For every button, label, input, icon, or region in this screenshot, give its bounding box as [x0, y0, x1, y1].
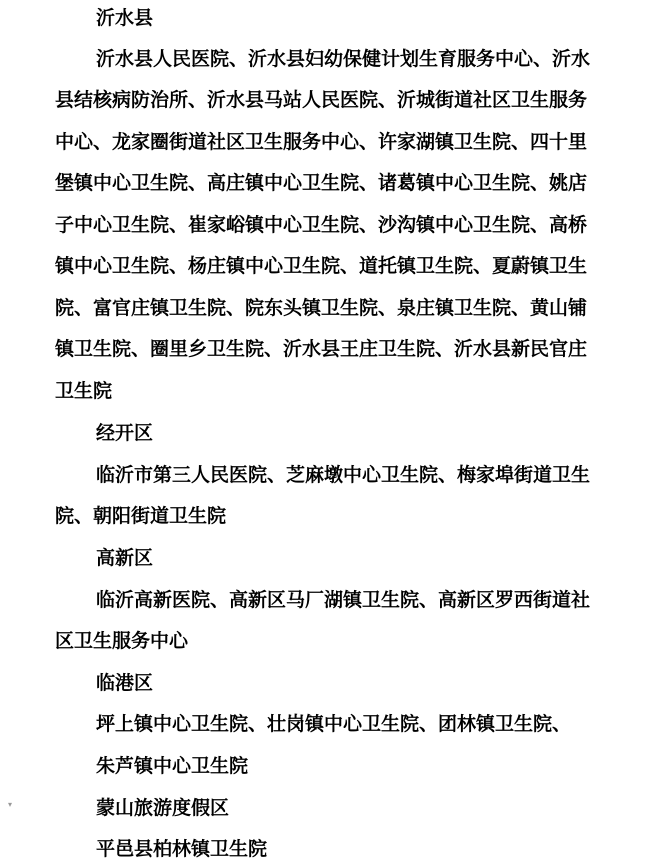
paragraph-line: 沂水县人民医院、沂水县妇幼保健计划生育服务中心、沂水 [96, 48, 591, 70]
paragraph-line: 镇卫生院、圈里乡卫生院、沂水县王庄卫生院、沂水县新民官庄 [55, 338, 588, 360]
paragraph-line: 临沂高新医院、高新区马厂湖镇卫生院、高新区罗西街道社 [96, 589, 591, 611]
paragraph-line: 中心、龙家圈街道社区卫生服务中心、许家湖镇卫生院、四十里 [55, 131, 588, 153]
section-heading-yishui: 沂水县 [96, 7, 154, 29]
paragraph-line: 区卫生服务中心 [55, 630, 189, 652]
paragraph-line: 坪上镇中心卫生院、壮岗镇中心卫生院、团林镇卫生院、 [96, 713, 572, 735]
section-heading-mengshan: 蒙山旅游度假区 [96, 797, 230, 819]
section-heading-lingang: 临港区 [96, 672, 154, 694]
paragraph-line: 院、富官庄镇卫生院、院东头镇卫生院、泉庄镇卫生院、黄山铺 [55, 297, 588, 319]
section-heading-gaoxin: 高新区 [96, 547, 154, 569]
section-heading-jingkai: 经开区 [96, 422, 154, 444]
margin-mark-icon: ▾ [8, 800, 13, 809]
paragraph-line: 平邑县柏林镇卫生院 [96, 838, 268, 860]
paragraph-line: 子中心卫生院、崔家峪镇中心卫生院、沙沟镇中心卫生院、高桥 [55, 214, 588, 236]
paragraph-line: 院、朝阳街道卫生院 [55, 505, 227, 527]
paragraph-line: 临沂市第三人民医院、芝麻墩中心卫生院、梅家埠街道卫生 [96, 464, 591, 486]
paragraph-line: 镇中心卫生院、杨庄镇中心卫生院、道托镇卫生院、夏蔚镇卫生 [55, 255, 588, 277]
paragraph-line: 卫生院 [55, 380, 113, 402]
paragraph-line: 朱芦镇中心卫生院 [96, 755, 249, 777]
paragraph-line: 县结核病防治所、沂水县马站人民医院、沂城街道社区卫生服务 [55, 89, 588, 111]
paragraph-line: 堡镇中心卫生院、高庄镇中心卫生院、诸葛镇中心卫生院、姚店 [55, 172, 588, 194]
